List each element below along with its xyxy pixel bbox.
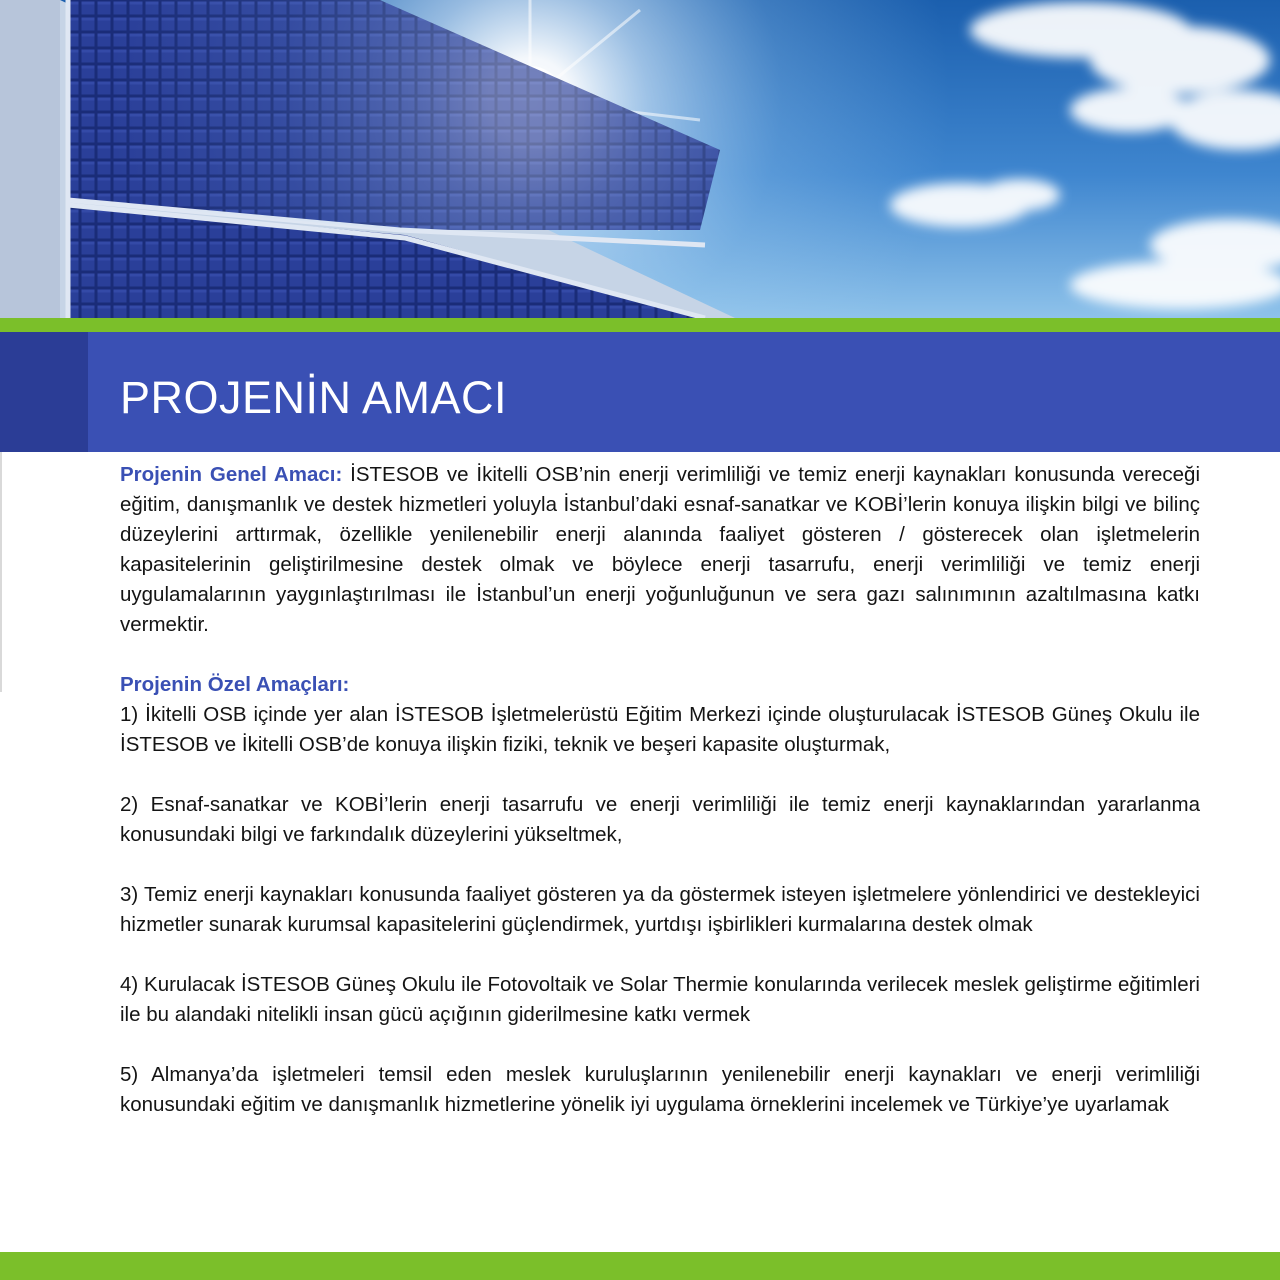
specific-aims-label: Projenin Özel Amaçları: [120, 673, 350, 696]
green-divider-bottom [0, 1252, 1280, 1280]
title-banner [0, 332, 1280, 452]
green-divider-top [0, 318, 1280, 332]
specific-aim-item: 3) Temiz enerji kaynakları konusunda faaliyet gösteren ya da göstermek isteyen işletmelere yönlendirici ve destekleyici hizmetler sunarak kurumsal kapasitelerini güçlendirmek, yurtdışı işbirlikleri kurmalarına destek olmak [120, 883, 1200, 936]
general-aim-label: Projenin Genel Amacı: [120, 463, 343, 486]
content-body [120, 460, 1200, 1120]
general-aim-text: İSTESOB ve İkitelli OSB’nin enerji verimliliği ve temiz enerji kaynakları konusunda vereceği eğitim, danışmanlık ve destek hizmetleri yoluyla İstanbul’daki esnaf-sanatkar ve KOBİ’lerin konuya ilişkin bilgi ve bilinç düzeylerini arttırmak, özellikle yenilenebilir enerji alanında faaliyet gösteren / gösterecek olan işletmelerin kapasitelerinin geliştirilmesine destek olmak ve böylece enerji tasarrufu, enerji verimliliği ve temiz enerji uygulamalarının yaygınlaştırılması ile İstanbul’un enerji yoğunluğunun ve sera gazı salınımının azaltılmasına katkı vermektir. [120, 463, 1200, 636]
general-aim-paragraph [120, 460, 1200, 640]
hero-solar-image [0, 0, 1280, 318]
specific-aim-item: 5) Almanya’da işletmeleri temsil eden meslek kuruluşlarının yenilenebilir enerji kaynakları ve enerji verimliliği konusundaki eğitim ve danışmanlık hizmetlerine yönelik iyi uygulama örneklerini incelemek ve Türkiye’ye uyarlamak [120, 1063, 1200, 1116]
side-rule [0, 452, 2, 692]
specific-aim-item: 1) İkitelli OSB içinde yer alan İSTESOB İşletmelerüstü Eğitim Merkezi içinde oluşturulacak İSTESOB Güneş Okulu ile İSTESOB ve İkitelli OSB’de konuya ilişkin fiziki, teknik ve beşeri kapasite oluşturmak, [120, 703, 1200, 756]
banner-accent-block [0, 332, 88, 452]
page-title: PROJENİN AMACI [120, 372, 508, 423]
specific-aim-item: 4) Kurulacak İSTESOB Güneş Okulu ile Fotovoltaik ve Solar Thermie konularında verilecek meslek geliştirme eğitimleri ile bu alandaki nitelikli insan gücü açığının giderilmesine katkı vermek [120, 973, 1200, 1026]
specific-aim-item: 2) Esnaf-sanatkar ve KOBİ’lerin enerji tasarrufu ve enerji verimliliği ile temiz enerji kaynaklarından yararlanma konusundaki bilgi ve farkındalık düzeylerini yükseltmek, [120, 793, 1200, 846]
